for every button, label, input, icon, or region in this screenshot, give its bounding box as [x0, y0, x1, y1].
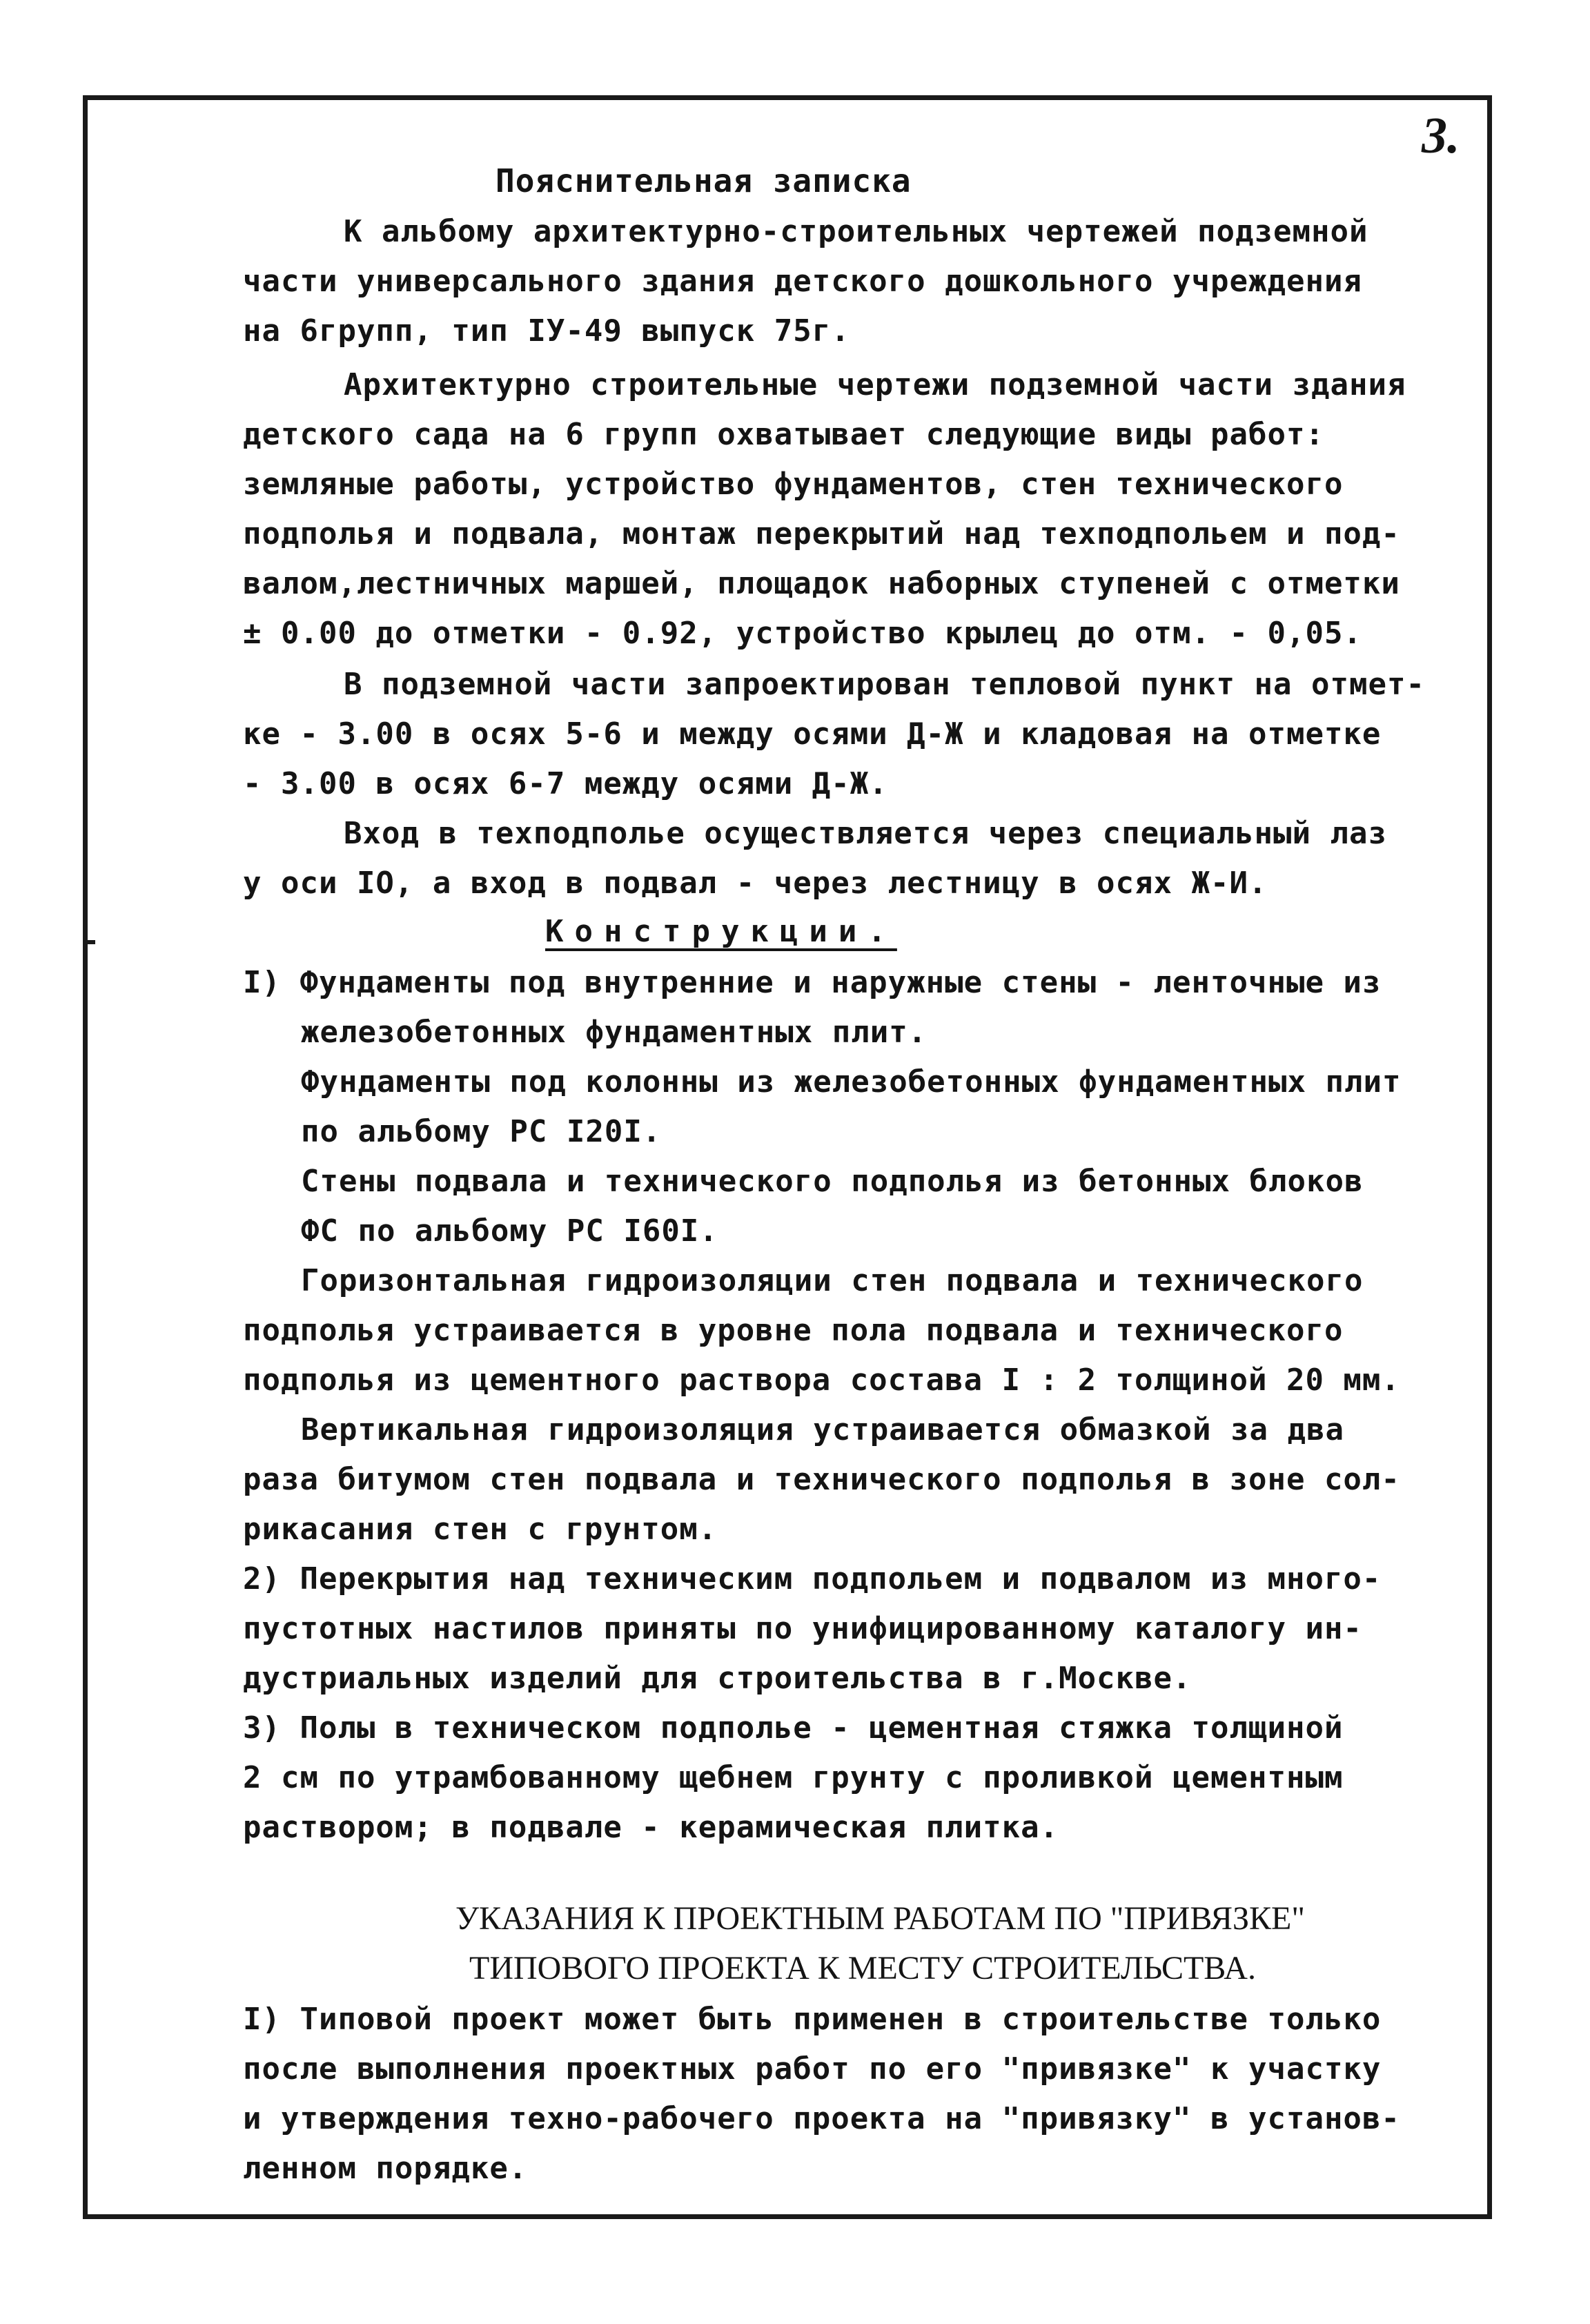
item1-line-8: подполья устраивается в уровне пола подвала и технического: [243, 1313, 1344, 1348]
instr1-line-1: I) Типовой проект может быть применен в строительстве только: [243, 2002, 1382, 2037]
para1-line-2: детского сада на 6 групп охватывает следующие виды работ:: [243, 417, 1324, 452]
item1-line-5: Стены подвала и технического подполья из бетонных блоков: [301, 1164, 1364, 1199]
para1-line-6: ± 0.00 до отметки - 0.92, устройство крылец до отм. - 0,05.: [243, 616, 1362, 651]
para1-line-1: Архитектурно строительные чертежи подземной части здания: [344, 367, 1406, 402]
para1-line-5: валом,лестничных маршей, площадок наборных ступеней с отметки: [243, 566, 1400, 601]
item3-line-3: раствором; в подвале - керамическая плитка.: [243, 1810, 1059, 1845]
instr1-line-2: после выполнения проектных работ по его "привязке" к участку: [243, 2051, 1382, 2087]
intro-line-3: на 6групп, тип IУ-49 выпуск 75г.: [243, 313, 850, 349]
instr1-line-3: и утверждения техно-рабочего проекта на "привязку" в установ-: [243, 2101, 1400, 2136]
para1-line-3: земляные работы, устройство фундаментов, стен технического: [243, 467, 1344, 502]
item1-line-12: рикасания стен с грунтом.: [243, 1512, 718, 1547]
item2-line-1: 2) Перекрытия над техническим подпольем и подвалом из много-: [243, 1561, 1382, 1596]
intro-line-2: части универсального здания детского дошкольного учреждения: [243, 264, 1362, 299]
page-number: 3.: [1422, 108, 1460, 164]
item1-line-11: раза битумом стен подвала и технического подполья в зоне сол-: [243, 1462, 1400, 1497]
margin-mark: [84, 940, 95, 944]
para3-line-2: у оси IO, а вход в подвал - через лестницу в осях Ж-И.: [243, 866, 1268, 901]
para1-line-4: подполья и подвала, монтаж перекрытий над техподпольем и под-: [243, 516, 1400, 551]
para2-line-3: - 3.00 в осях 6-7 между осями Д-Ж.: [243, 766, 888, 801]
item2-line-3: дустриальных изделий для строительства в г.Москве.: [243, 1661, 1192, 1696]
para3-line-1: Вход в техподполье осуществляется через специальный лаз: [344, 816, 1387, 851]
item1-line-3: Фундаменты под колонны из железобетонных фундаментных плит: [301, 1064, 1402, 1100]
item3-line-1: 3) Полы в техническом подполье - цементная стяжка толщиной: [243, 1710, 1344, 1746]
instructions-heading-line-2: ТИПОВОГО ПРОЕКТА К МЕСТУ СТРОИТЕЛЬСТВА.: [469, 1950, 1256, 1986]
para2-line-2: ке - 3.00 в осях 5-6 и между осями Д-Ж и кладовая на отметке: [243, 716, 1382, 752]
item1-line-2: железобетонных фундаментных плит.: [301, 1015, 928, 1050]
document-title: Пояснительная записка: [495, 162, 912, 199]
item1-line-1: I) Фундаменты под внутренние и наружные стены - ленточные из: [243, 965, 1382, 1000]
item1-line-4: по альбому РС I20I.: [301, 1114, 662, 1149]
item1-line-7: Горизонтальная гидроизоляции стен подвала и технического: [301, 1263, 1364, 1298]
item3-line-2: 2 см по утрамбованному щебнем грунту с проливкой цементным: [243, 1760, 1344, 1795]
item1-line-10: Вертикальная гидроизоляция устраивается обмазкой за два: [301, 1412, 1344, 1447]
item1-line-9: подполья из цементного раствора состава I : 2 толщиной 20 мм.: [243, 1363, 1400, 1398]
instr1-line-4: ленном порядке.: [243, 2151, 528, 2186]
item1-line-6: ФС по альбому РС I60I.: [301, 1213, 718, 1249]
para2-line-1: В подземной части запроектирован тепловой пункт на отмет-: [344, 667, 1425, 702]
item2-line-2: пустотных настилов приняты по унифицированному каталогу ин-: [243, 1611, 1362, 1646]
section-heading-constructions: Конструкции.: [545, 914, 897, 949]
instructions-heading-line-1: УКАЗАНИЯ К ПРОЕКТНЫМ РАБОТАМ ПО "ПРИВЯЗКЕ": [455, 1900, 1305, 1937]
intro-line-1: К альбому архитектурно-строительных чертежей подземной: [344, 214, 1368, 249]
